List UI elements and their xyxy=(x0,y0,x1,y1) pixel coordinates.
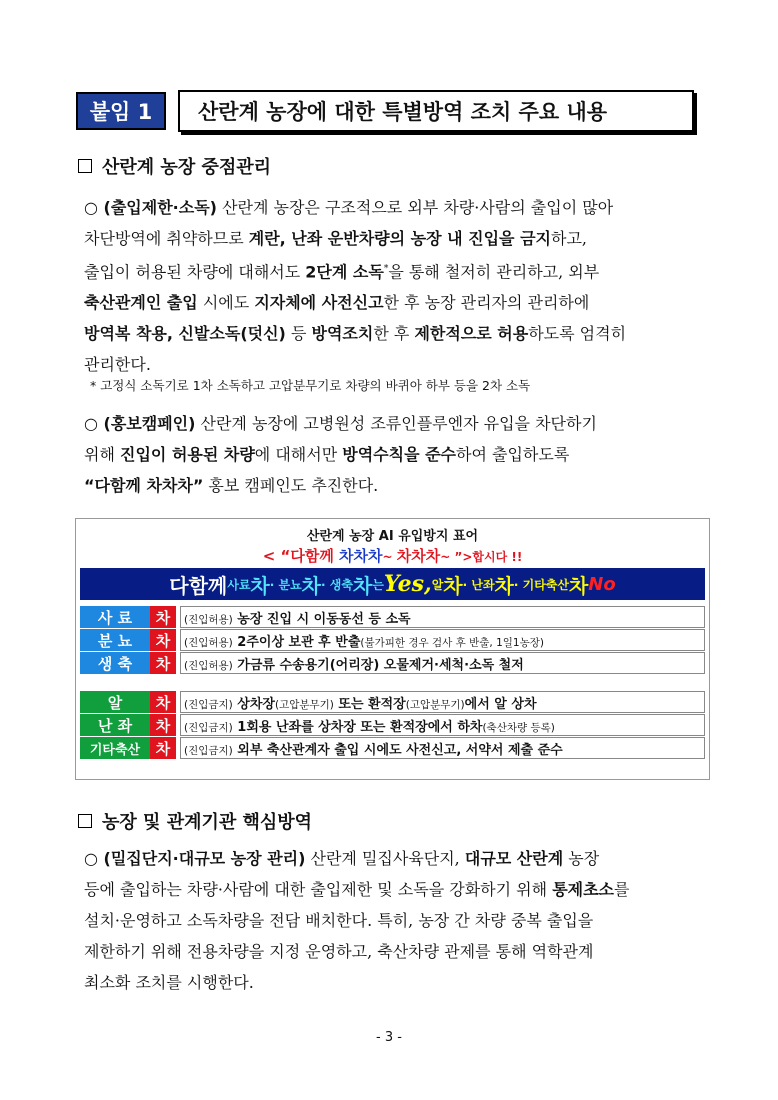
row-tag: (진입금지) xyxy=(184,699,233,711)
s2-line2c: 를 xyxy=(614,880,630,899)
para1-line5d: 한 후 xyxy=(373,324,415,344)
band-c: 차 xyxy=(250,573,270,598)
row-label: 알 xyxy=(80,691,150,713)
para1-line5c: 방역조치 xyxy=(311,324,374,344)
band-l: · 난좌 xyxy=(462,577,495,592)
slogan-d: 차차차 xyxy=(396,547,441,565)
row-sub: (불가피한 경우 검사 후 반출, 1일1농장) xyxy=(360,637,544,649)
row-tag: (진입허용) xyxy=(184,637,233,649)
para2-line3b: 홍보 캠페인도 추진한다. xyxy=(203,476,379,495)
row-tag: (진입허용) xyxy=(184,660,233,672)
page-number: - 3 - xyxy=(376,1030,402,1045)
row-manure-truck xyxy=(80,629,705,651)
row-cha: 차 xyxy=(150,737,176,759)
checkbox-square-icon xyxy=(78,814,92,828)
s2-line5: 최소화 조치를 시행한다. xyxy=(84,973,254,992)
section1-paragraph1 xyxy=(84,192,706,380)
band-o: 차 xyxy=(568,573,589,598)
row-cha: 차 xyxy=(150,714,176,736)
band-a: 다함께 xyxy=(169,573,228,598)
row-tag: (진입허용) xyxy=(184,614,233,626)
slogan-box-title: 산란계 농장 AI 유입방지 표어 xyxy=(306,529,479,544)
row-sub: (축산차량 등록) xyxy=(482,722,555,734)
para2-line2c: 에 대해서만 xyxy=(254,445,343,464)
section1-title: 산란계 농장 중점관리 xyxy=(102,157,272,178)
row-feed-truck xyxy=(80,606,705,628)
s2-lead: ○ (밀집단지·대규모 농장 관리) xyxy=(84,849,306,868)
s2-line4: 제한하기 위해 전용차량을 지정 운영하고, 축산차량 관제를 통해 역학관계 xyxy=(84,942,594,961)
footnote: * 고정식 소독기로 1차 소독하고 고압분무기로 차량의 바퀴아 하부 등을 2차 소독 xyxy=(90,378,531,393)
s2-line3: 설치·운영하고 소독차량을 전담 배치한다. 특히, 농장 간 차량 중복 출입을 xyxy=(84,911,594,930)
row-text: 2주이상 보관 후 반출 xyxy=(232,635,361,650)
para1-line5e: 제한적으로 허용 xyxy=(414,324,529,344)
slogan-band xyxy=(80,568,705,600)
s2-line1c: 농장 xyxy=(563,849,600,868)
slogan-e: ~ ”>합시다 !! xyxy=(440,550,523,564)
para2-line3a: “다함께 차차차” xyxy=(84,476,204,495)
band-b: 사료 xyxy=(227,577,251,592)
row-text2: 또는 환적장 xyxy=(333,697,406,712)
slogan-b: 차차차 xyxy=(339,547,383,565)
row-livestock-truck xyxy=(80,652,705,674)
row-egg-truck xyxy=(80,691,705,713)
row-label: 생 축 xyxy=(80,652,150,674)
para2-line2a: 위해 xyxy=(84,445,120,464)
band-d: · 분뇨 xyxy=(269,577,302,592)
slogan-line xyxy=(76,545,709,566)
row-other-livestock-truck xyxy=(80,737,705,759)
para2-line1: 산란계 농장에 고병원성 조류인플루엔자 유입을 차단하기 xyxy=(195,414,597,433)
para1-line3a: 출입이 허용된 차량에 대해서도 xyxy=(84,262,306,282)
row-cha: 차 xyxy=(150,606,176,628)
para1-line4b: 시에도 xyxy=(197,293,255,313)
row-text3: 에서 알 상차 xyxy=(464,697,537,712)
band-n: · 기타축산 xyxy=(513,577,569,592)
s2-line2b: 통제초소 xyxy=(552,880,615,899)
row-text: 상차장 xyxy=(232,697,275,712)
band-j: 알 xyxy=(431,577,444,592)
para1-line2a: 차단방역에 취약하므로 xyxy=(84,229,249,248)
band-m: 차 xyxy=(494,573,514,598)
para2-line2e: 하여 출입하도록 xyxy=(456,445,570,464)
band-g: 차 xyxy=(352,573,373,598)
band-e: 차 xyxy=(301,573,321,598)
slogan-box xyxy=(75,518,710,780)
row-label: 난 좌 xyxy=(80,714,150,736)
row-label: 사 료 xyxy=(80,606,150,628)
para1-line2b: 계란, 난좌 운반차량의 농장 내 진입을 금지 xyxy=(248,229,551,248)
band-yes: Yes, xyxy=(383,571,432,597)
para1-line4d: 한 후 농장 관리자의 관리하에 xyxy=(383,293,590,313)
para1-line6: 관리한다. xyxy=(84,355,151,375)
slogan-c: ~ xyxy=(382,550,397,564)
s2-line1b: 대규모 산란계 xyxy=(464,849,564,868)
row-text: 외부 축산관계자 출입 시에도 사전신고, 서약서 제출 준수 xyxy=(232,743,563,758)
para2-lead: ○ (홍보캠페인) xyxy=(84,414,196,433)
band-f: · 생축 xyxy=(321,577,353,592)
section2-heading xyxy=(78,808,312,834)
section1-paragraph2 xyxy=(84,408,706,501)
para1-line5b: 등 xyxy=(285,324,312,344)
para1-line1: 산란계 농장은 구조적으로 외부 차량·사람의 출입이 많아 xyxy=(216,198,614,217)
para1-line5f: 하도록 엄격히 xyxy=(528,324,627,344)
row-cha: 차 xyxy=(150,691,176,713)
row-text: 가금류 수송용기(어리장) 오물제거·세척·소독 철저 xyxy=(232,658,524,673)
row-label: 기타축산 xyxy=(80,737,150,759)
s2-line2a: 등에 출입하는 차량·사람에 대한 출입제한 및 소독을 강화하기 위해 xyxy=(84,880,553,899)
para1-footnote-mark: * xyxy=(383,264,389,274)
row-text: 농장 진입 시 이동동선 등 소독 xyxy=(232,612,411,627)
s2-line1a: 산란계 밀집사육단지, xyxy=(305,849,465,868)
page-title: 산란계 농장에 대한 특별방역 조치 주요 내용 xyxy=(178,90,694,132)
para1-line4c: 지자체에 사전신고 xyxy=(254,293,384,313)
section2-paragraph xyxy=(84,843,706,998)
band-no: No xyxy=(588,573,616,595)
para1-line3b: 2단계 소독 xyxy=(305,262,384,282)
slogan-a: < “다함께 xyxy=(262,547,340,565)
row-label: 분 뇨 xyxy=(80,629,150,651)
band-k: 차 xyxy=(443,573,463,598)
checkbox-square-icon xyxy=(78,159,92,173)
section1-heading xyxy=(78,153,271,179)
section2-title: 농장 및 관계기관 핵심방역 xyxy=(102,812,313,833)
para1-line3d: 을 통해 철저히 관리하고, 외부 xyxy=(388,262,600,282)
para1-lead: ○ (출입제한·소독) xyxy=(84,198,217,217)
row-cha: 차 xyxy=(150,629,176,651)
row-tag: (진입금지) xyxy=(184,745,233,757)
band-h: 는 xyxy=(372,577,384,592)
row-cha: 차 xyxy=(150,652,176,674)
para2-line2b: 진입이 허용된 차량 xyxy=(120,445,255,464)
row-sub2: (고압분무기) xyxy=(405,699,465,711)
row-sub: (고압분무기) xyxy=(274,699,334,711)
para1-line2c: 하고, xyxy=(551,229,587,248)
row-egg-tray-truck xyxy=(80,714,705,736)
attachment-badge: 붙임 1 xyxy=(76,92,166,130)
para1-line5a: 방역복 착용, 신발소독(덧신) xyxy=(84,324,286,344)
row-tag: (진입금지) xyxy=(184,722,233,734)
para1-line4a: 축산관계인 출입 xyxy=(84,293,198,313)
row-text: 1회용 난좌를 상차장 또는 환적장에서 하차 xyxy=(232,720,483,735)
para2-line2d: 방역수칙을 준수 xyxy=(342,445,457,464)
